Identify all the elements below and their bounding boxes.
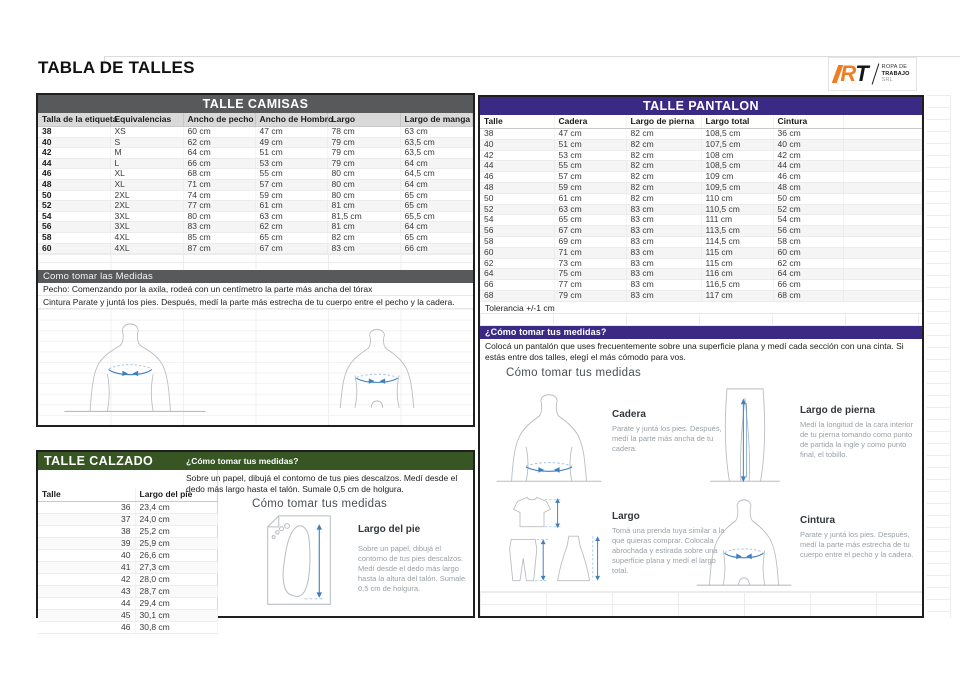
pants-howto-header: ¿Cómo tomar tus medidas? [480,326,922,339]
table-cell [843,215,922,226]
table-cell: 47 cm [554,129,626,140]
table-cell: 36 [38,502,135,514]
table-row [480,193,922,204]
table-cell: 87 cm [183,243,255,254]
table-cell [843,236,922,247]
measure-block-cintura [800,515,918,560]
table-cell: 82 cm [626,161,701,172]
table-cell: 36 cm [773,129,843,140]
table-cell: 83 cm [626,290,701,301]
table-cell: 66 [480,280,554,291]
logo-letter-t: T [855,61,869,86]
table-cell: 83 cm [626,269,701,280]
measure-desc: Parate y juntá los pies. Después, medí la parte más estrecha de tu cuerpo entre el pecho y la cadera. [800,530,914,559]
table-row [480,139,922,150]
table-cell: 83 cm [626,204,701,215]
table-cell: 110,5 cm [701,204,773,215]
table-row [38,190,473,201]
table-row [38,514,218,526]
table-cell: 66 cm [400,243,473,254]
table-header-row [480,115,922,129]
table-cell: 53 cm [554,150,626,161]
table-row [38,148,473,159]
table-cell: 43 [38,586,135,598]
table-cell: 26,6 cm [135,550,218,562]
table-cell: 82 cm [327,232,400,243]
table-cell: 67 cm [255,243,327,254]
measure-desc: Medí la longitud de la cara interior de tu pierna tomando como punto de partida la ingle y como punto final, el tobillo. [800,420,913,459]
table-cell [843,193,922,204]
table-cell: 115 cm [701,247,773,258]
leg-length-diagram [704,385,786,487]
table-cell: 55 cm [255,169,327,180]
table-cell: 62 cm [183,137,255,148]
table-row [38,586,218,598]
table-cell: 4XL [110,232,183,243]
logo-line1: ROPA DE [881,64,908,71]
table-cell: 81,5 cm [327,211,400,222]
table-cell: 74 cm [183,190,255,201]
waist-measure-diagram [694,493,794,589]
table-cell: 44 [38,598,135,610]
table-cell [843,129,922,140]
table-cell: 65 cm [255,232,327,243]
measure-name: Cadera [612,409,646,420]
table-cell: 56 [480,226,554,237]
table-cell: 37 [38,514,135,526]
table-cell: 58 [38,232,110,243]
empty-grid-row [38,254,473,270]
table-cell: 57 cm [554,172,626,183]
table-cell: 83 cm [626,236,701,247]
table-cell: 83 cm [183,222,255,233]
table-cell: 64 cm [400,222,473,233]
table-row [38,550,218,562]
table-row [38,610,218,622]
table-cell: 44 cm [773,161,843,172]
spreadsheet-grid-strip [927,95,951,618]
table-cell: 3XL [110,211,183,222]
table-row [480,247,922,258]
table-row [480,236,922,247]
table-row [38,574,218,586]
table-cell: 79 cm [327,148,400,159]
table-cell: 78 cm [327,127,400,138]
table-cell [843,290,922,301]
table-cell: 65 cm [554,215,626,226]
table-cell: 73 cm [554,258,626,269]
table-cell: 44 [38,158,110,169]
pants-size-table [480,115,922,302]
table-cell [843,139,922,150]
table-cell: 57 cm [255,179,327,190]
column-header [843,115,922,129]
table-cell: 82 cm [626,139,701,150]
table-cell: 51 cm [554,139,626,150]
footwear-size-table [38,488,218,634]
table-cell: 80 cm [327,179,400,190]
table-cell: 56 [38,222,110,233]
table-cell: 64 cm [400,179,473,190]
table-cell [843,172,922,183]
pants-section-header: TALLE PANTALON [480,97,922,115]
measure-name: Largo [612,511,640,522]
measure-name: Largo de pierna [800,405,876,416]
table-cell: 115 cm [701,258,773,269]
column-header: Ancho de pecho [183,113,255,127]
table-cell: 82 cm [626,193,701,204]
table-cell: 46 [38,622,135,634]
table-cell: 25,9 cm [135,538,218,550]
table-cell: 40 [480,139,554,150]
table-cell: 77 cm [183,201,255,212]
table-cell: 82 cm [626,150,701,161]
table-row [38,526,218,538]
table-cell: 117 cm [701,290,773,301]
table-cell: 42 cm [773,150,843,161]
table-cell: M [110,148,183,159]
table-cell: 111 cm [701,215,773,226]
table-cell: 65 cm [400,201,473,212]
table-cell: 64 cm [773,269,843,280]
table-cell: 80 cm [183,211,255,222]
table-cell: 28,7 cm [135,586,218,598]
table-cell: 45 [38,610,135,622]
measure-desc: Parate y juntá los pies. Después, medí la parte más ancha de tu cadera. [612,424,722,453]
table-cell [843,150,922,161]
table-cell: 114,5 cm [701,236,773,247]
logo-line3: SRL [881,77,893,84]
table-cell: 79 cm [554,290,626,301]
table-cell: 80 cm [327,169,400,180]
table-cell: 63,5 cm [400,148,473,159]
table-cell: 77 cm [554,280,626,291]
table-cell: 58 cm [773,236,843,247]
table-cell: 65,5 cm [400,211,473,222]
shirts-section-header: TALLE CAMISAS [38,95,473,113]
table-cell: 64 cm [183,148,255,159]
tolerance-note: Tolerancia +/-1 cm [480,302,922,314]
chest-measure-diagram [60,317,210,417]
foot-length-desc: Sobre un papel, dibujá el contorno de tus pies descalzos. Medí desde el dedo más largo hasta la altura del talón. Sumale 0,5 cm de holgura. [358,544,466,593]
measure-notes-header: Como tomar las Medidas [38,270,473,283]
hip-measure-diagram [492,387,606,485]
table-cell: 79 cm [327,158,400,169]
table-cell: 49 cm [255,137,327,148]
column-header: Talle [38,488,135,502]
table-row [38,622,218,634]
table-cell: 116 cm [701,269,773,280]
table-cell: 68 cm [773,290,843,301]
table-cell: 59 cm [554,182,626,193]
table-cell: 46 cm [773,172,843,183]
table-cell [843,280,922,291]
column-header: Talla de la etiqueta [38,113,110,127]
column-header: Largo de manga [400,113,473,127]
table-cell: 3XL [110,222,183,233]
table-cell: 61 cm [255,201,327,212]
table-row [38,137,473,148]
table-row [480,269,922,280]
table-cell: 56 cm [773,226,843,237]
table-cell: S [110,137,183,148]
table-row [38,598,218,610]
table-row [480,215,922,226]
table-row [480,226,922,237]
footwear-section-header: TALLE CALZADO [38,452,473,470]
measure-desc: Tomá una prenda tuya similar a la que quieras comprar. Colocala abrochada y estirada sobre una superficie plana y medí el largo total. [612,526,725,575]
table-row [480,161,922,172]
table-cell: 61 cm [554,193,626,204]
table-cell: 2XL [110,190,183,201]
table-row [480,258,922,269]
table-cell: 71 cm [183,179,255,190]
logo-letter-r: R [840,61,856,86]
table-cell: 54 [38,211,110,222]
table-cell: 51 cm [255,148,327,159]
table-cell: 75 cm [554,269,626,280]
table-row [38,243,473,254]
foot-length-label: Largo del pie [358,524,421,535]
table-row [480,150,922,161]
table-row [38,211,473,222]
table-cell: 64,5 cm [400,169,473,180]
table-cell: 42 [480,150,554,161]
table-cell: 40 cm [773,139,843,150]
chest-note: Pecho: Comenzando por la axila, rodeá con un centímetro la parte más ancha del tórax [38,283,473,296]
column-header: Largo [327,113,400,127]
table-cell: 63,5 cm [400,137,473,148]
table-cell: XL [110,179,183,190]
table-cell: 60 cm [773,247,843,258]
table-cell: 55 cm [554,161,626,172]
table-cell: 28,0 cm [135,574,218,586]
table-cell: 25,2 cm [135,526,218,538]
column-header: Largo de pierna [626,115,701,129]
logo-wordmark [882,64,910,84]
table-cell: 65 cm [400,232,473,243]
table-cell: 79 cm [327,137,400,148]
table-cell: 40 [38,137,110,148]
table-cell: 108,5 cm [701,129,773,140]
table-cell: 64 cm [400,158,473,169]
table-cell: 27,3 cm [135,562,218,574]
table-cell: 83 cm [626,258,701,269]
empty-grid-rows [480,591,922,616]
table-cell: 4XL [110,243,183,254]
table-cell: 52 [38,201,110,212]
footwear-howto-intro: Sobre un papel, dibujá el contorno de tus pies descalzos. Medí desde el dedo más largo hasta el talón. Sumale 0,5 cm de holgura. [186,473,458,494]
footwear-diagram-title: Cómo tomar tus medidas [252,498,388,510]
table-cell: 83 cm [626,215,701,226]
table-row [38,502,218,514]
table-cell: 2XL [110,201,183,212]
logo-line2: TRABAJO [881,70,910,77]
footwear-howto-header: ¿Cómo tomar tus medidas? [186,456,299,466]
shirts-size-table [38,113,473,254]
table-cell: 109,5 cm [701,182,773,193]
table-cell: 52 [480,204,554,215]
table-cell [843,226,922,237]
table-cell: 83 cm [626,247,701,258]
table-cell: 67 cm [554,226,626,237]
column-header: Equivalencias [110,113,183,127]
table-row [38,538,218,550]
table-row [38,222,473,233]
table-cell: 80 cm [327,190,400,201]
table-cell: 38 [38,526,135,538]
column-header: Cintura [773,115,843,129]
table-cell: 38 [480,129,554,140]
table-header-row [38,113,473,127]
table-row [38,562,218,574]
table-cell: 71 cm [554,247,626,258]
table-row [480,204,922,215]
table-cell: 54 cm [773,215,843,226]
table-cell: 50 cm [773,193,843,204]
table-cell: 42 [38,574,135,586]
table-cell: 39 [38,538,135,550]
table-row [480,172,922,183]
table-cell: 60 cm [183,127,255,138]
table-cell: 62 [480,258,554,269]
table-cell: 30,8 cm [135,622,218,634]
table-cell: 109 cm [701,172,773,183]
table-cell: XS [110,127,183,138]
table-cell: 58 [480,236,554,247]
table-cell: 113,5 cm [701,226,773,237]
measure-block-pierna [800,405,918,460]
table-cell: 66 cm [183,158,255,169]
table-cell: 68 cm [183,169,255,180]
table-cell: 54 [480,215,554,226]
pants-howto-intro: Colocá un pantalón que uses frecuentemente sobre una superficie plana y medí cada sección con una cinta. Si estás entre dos talles, elegí el más cómodo para vos. [480,339,922,362]
table-row [480,280,922,291]
table-cell: 116,5 cm [701,280,773,291]
table-cell: 23,4 cm [135,502,218,514]
table-cell: 24,0 cm [135,514,218,526]
table-cell: 110 cm [701,193,773,204]
table-row [480,129,922,140]
table-cell [843,182,922,193]
table-row [480,290,922,301]
table-cell: 48 [480,182,554,193]
table-cell: 46 [38,169,110,180]
garment-length-diagram [500,495,604,587]
table-cell: 63 cm [400,127,473,138]
column-header: Cadera [554,115,626,129]
table-cell: 82 cm [626,172,701,183]
table-cell: 30,1 cm [135,610,218,622]
table-cell: 50 [38,190,110,201]
table-cell: 63 cm [255,211,327,222]
table-cell: 82 cm [626,182,701,193]
table-cell: XL [110,169,183,180]
table-cell: 59 cm [255,190,327,201]
shirts-section [36,93,475,427]
logo-divider [871,63,879,84]
table-row [38,158,473,169]
pants-section [478,95,924,618]
table-cell: 83 cm [626,226,701,237]
table-row [38,169,473,180]
table-cell [843,269,922,280]
table-cell: 64 [480,269,554,280]
table-cell: 44 [480,161,554,172]
table-cell: 62 cm [255,222,327,233]
table-cell [843,247,922,258]
empty-grid-row [480,314,922,326]
table-cell: 66 cm [773,280,843,291]
table-cell: 46 [480,172,554,183]
column-header: Largo total [701,115,773,129]
table-cell: 108 cm [701,150,773,161]
table-cell: 52 cm [773,204,843,215]
pants-diagram-title: Cómo tomar tus medidas [506,367,642,379]
table-cell: 81 cm [327,201,400,212]
table-cell [843,204,922,215]
table-cell: L [110,158,183,169]
column-header: Ancho de Hombro [255,113,327,127]
table-row [38,232,473,243]
table-cell [843,161,922,172]
footwear-section [36,450,475,632]
table-cell: 60 [38,243,110,254]
table-cell: 48 [38,179,110,190]
table-row [480,182,922,193]
table-cell: 81 cm [327,222,400,233]
table-cell: 50 [480,193,554,204]
table-cell: 63 cm [554,204,626,215]
table-cell: 41 [38,562,135,574]
column-header: Largo del pie [135,488,218,502]
table-cell: 29,4 cm [135,598,218,610]
table-cell: 47 cm [255,127,327,138]
table-cell: 60 [480,247,554,258]
measure-name: Cintura [800,515,835,526]
table-cell: 42 [38,148,110,159]
table-cell [843,258,922,269]
foot-length-diagram [264,514,334,608]
shirts-diagram-zone [38,309,473,425]
table-cell: 62 cm [773,258,843,269]
table-cell: 83 cm [327,243,400,254]
table-cell: 48 cm [773,182,843,193]
table-row [38,201,473,212]
table-cell: 40 [38,550,135,562]
company-logo [828,57,917,91]
table-cell: 68 [480,290,554,301]
page-title: TABLA DE TALLES [38,58,195,77]
waist-note: Cintura Parate y juntá los pies. Después, medí la parte más estrecha de tu cuerpo entre el pecho y la cadera. [38,296,473,309]
table-cell: 53 cm [255,158,327,169]
table-cell: 83 cm [626,280,701,291]
table-cell: 65 cm [400,190,473,201]
table-row [38,179,473,190]
column-header: Talle [480,115,554,129]
table-cell: 85 cm [183,232,255,243]
waist-measure-diagram [324,323,430,411]
table-row [38,127,473,138]
table-cell: 107,5 cm [701,139,773,150]
table-cell: 82 cm [626,129,701,140]
table-cell: 69 cm [554,236,626,247]
table-cell: 108,5 cm [701,161,773,172]
table-cell: 38 [38,127,110,138]
